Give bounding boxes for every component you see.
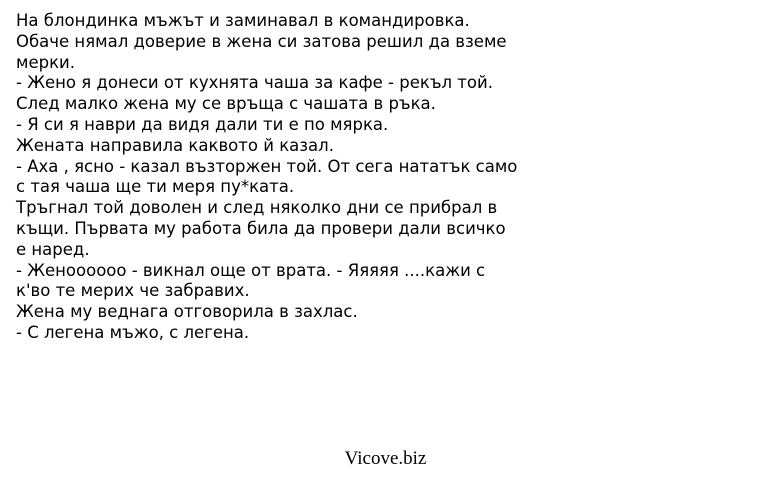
joke-line: Жена му веднага отговорила в захлас. [16, 302, 358, 322]
joke-line: - С легена мъжо, с легена. [16, 322, 250, 342]
joke-line: Обаче нямал доверие в жена си затова решил да вземе [16, 31, 507, 51]
joke-line: къщи. Първата му работа била да провери дали всичко [16, 218, 506, 238]
joke-line: мерки. [16, 52, 76, 72]
joke-line: Тръгнал той доволен и след няколко дни се прибрал в [16, 198, 498, 218]
joke-line: - Женоооооо - викнал още от врата. - Яяяяя ....кажи с [16, 260, 486, 280]
joke-line: - Я си я наври да видя дали ти е по мярка. [16, 114, 389, 134]
joke-line: След малко жена му се връща с чашата в ръка. [16, 94, 436, 114]
joke-line: с тая чаша ще ти меря пу*ката. [16, 177, 295, 197]
joke-line: - Аха , ясно - казал възторжен той. От сега нататък само [16, 156, 518, 176]
joke-line: е наред. [16, 239, 90, 259]
joke-line: к'во те мерих че забравих. [16, 281, 250, 301]
joke-line: На блондинка мъжът и заминавал в командировка. [16, 11, 470, 30]
joke-line: - Жено я донеси от кухнята чаша за кафе - рекъл той. [16, 73, 493, 93]
joke-line: Жената направила каквото й казал. [16, 135, 334, 155]
site-watermark: Vicove.biz [344, 448, 427, 469]
joke-text [16, 11, 756, 344]
